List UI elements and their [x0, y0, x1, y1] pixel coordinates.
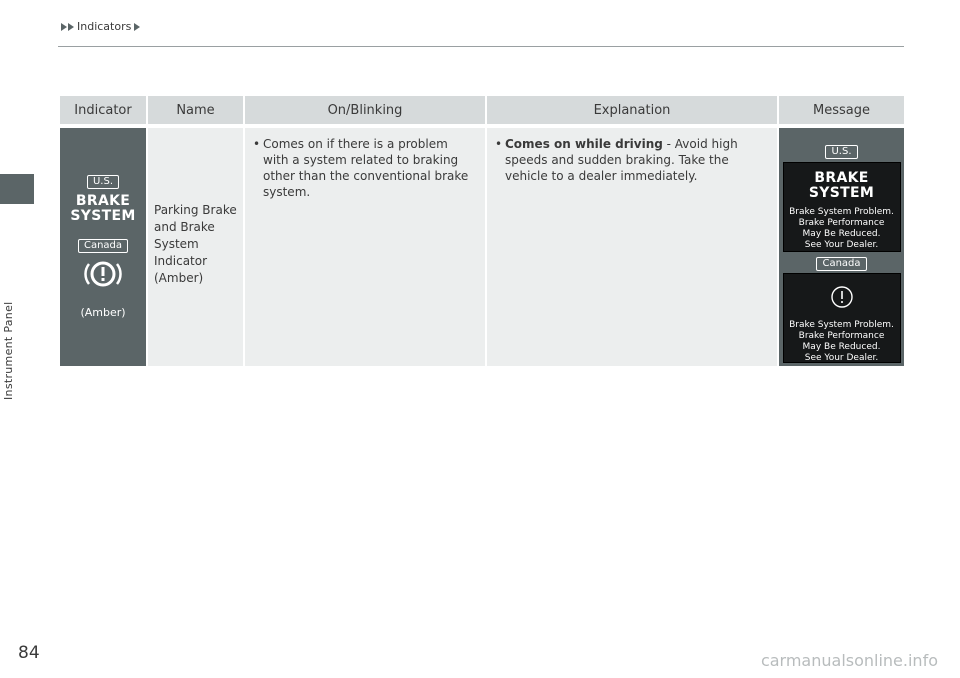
- breadcrumb[interactable]: [61, 20, 141, 33]
- message-display-canada: Brake System Problem. Brake Performance May Be Reduced. See Your Dealer.: [783, 273, 901, 363]
- indicator-cell: [60, 128, 146, 366]
- explanation-cell: [487, 128, 777, 366]
- canada-tag: Canada: [78, 239, 128, 253]
- explanation-condition: Comes on while driving: [505, 137, 663, 151]
- name-cell: Parking Brake and Brake System Indicator (Amber): [148, 128, 243, 366]
- header-explanation: Explanation: [487, 96, 777, 124]
- breadcrumb-arrow-icon: [134, 23, 140, 31]
- indicator-table: [58, 96, 906, 366]
- breadcrumb-label[interactable]: Indicators: [77, 20, 132, 33]
- section-label: Instrument Panel: [2, 301, 15, 400]
- us-tag: U.S.: [87, 175, 119, 189]
- bullet-icon: •: [495, 137, 503, 151]
- breadcrumb-arrow-icon: [61, 23, 67, 31]
- explanation-text: - Avoid high speeds and sudden braking. Take the vehicle to a dealer immediately.: [505, 137, 738, 183]
- message-canada-tag: Canada: [816, 257, 866, 271]
- table-row: [60, 128, 904, 366]
- exclamation-circle-icon: [60, 257, 146, 295]
- header-on-blinking: On/Blinking: [245, 96, 485, 124]
- bullet-icon: •: [253, 137, 261, 151]
- message-cell: [779, 128, 904, 366]
- brake-system-indicator-icon: BRAKE SYSTEM: [70, 193, 136, 224]
- page-number: 84: [18, 643, 40, 663]
- message-us-tag: U.S.: [825, 145, 857, 159]
- on-blinking-text: Comes on if there is a problem with a system related to braking other than the conventional brake system.: [263, 137, 469, 199]
- header-name: Name: [148, 96, 243, 124]
- header-indicator: Indicator: [60, 96, 146, 124]
- section-tab: [0, 174, 34, 204]
- indicator-color-note: (Amber): [80, 306, 126, 319]
- on-blinking-cell: [245, 128, 485, 366]
- watermark: carmanualsonline.info: [760, 651, 938, 670]
- message-display-us: BRAKE SYSTEM Brake System Problem. Brake Performance May Be Reduced. See Your Dealer.: [783, 162, 901, 252]
- header-divider: [58, 46, 904, 47]
- header-message: Message: [779, 96, 904, 124]
- breadcrumb-arrow-icon: [68, 23, 74, 31]
- exclamation-circle-icon: [784, 284, 900, 314]
